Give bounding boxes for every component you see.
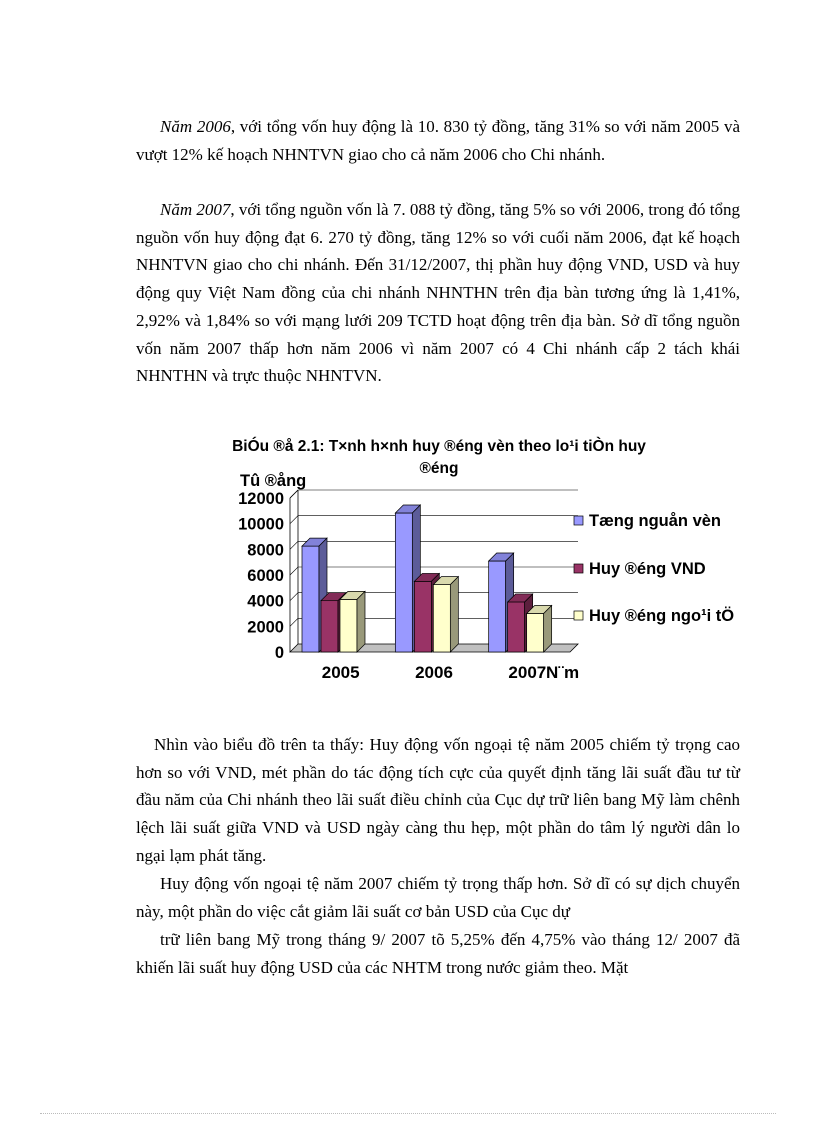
legend-label-2: Huy ®éng VND — [589, 560, 706, 578]
y-tick-label: 12000 — [238, 490, 284, 508]
bar-front — [527, 614, 544, 653]
chart-y-axis-label: Tû ®ång — [240, 472, 307, 490]
x-tick-label-2006: 2006 — [415, 663, 453, 682]
paragraph-continuation — [136, 926, 740, 981]
paragraph-analysis-text: Nhìn vào biểu đồ trên ta thấy: Huy động vốn ngoại tệ năm 2005 chiếm tỷ trọng cao hơn so với VND, mét phần do tác động tích cực của quyết định tăng lãi suất đầu tư từ đầu năm của Chi nhánh theo lãi suất điều chỉnh của Cục dự trữ liên bang Mỹ làm chênh lệch lãi suất giữa VND và USD ngày càng thu hẹp, một phần do tâm lý người dân lo ngại lạm phát tăng. — [136, 735, 740, 865]
y-tick-label: 4000 — [247, 592, 284, 611]
legend — [574, 512, 734, 625]
bar-2007-series-3 — [527, 606, 552, 653]
chart-x-axis-label: N¨m — [546, 663, 580, 682]
legend-swatch-3 — [574, 611, 583, 620]
paragraph-2007-text: , với tổng nguồn vốn là 7. 088 tỷ đồng, tăng 5% so với 2006, trong đó tổng nguồn vốn huy động đạt 6. 270 tỷ đồng, tăng 12% so với cuối năm 2006, đạt kế hoạch NHNTVN giao cho chi nhánh. Đến 31/12/2007, thị phần huy động VND, USD và huy động quy Việt Nam đồng của chi nhánh NHNTHN trên địa bàn tương ứng là 1,41%, 2,92% và 1,84% so với mạng lưới 209 TCTD hoạt động trên địa bàn. Sở dĩ tổng nguồn vốn năm 2007 thấp hơn năm 2006 vì năm 2007 có 4 Chi nhánh cấp 2 tách khái NHNTHN và trực thuộc NHNTVN. — [136, 200, 740, 386]
y-tick-label: 6000 — [247, 567, 284, 585]
bar-front — [395, 513, 412, 652]
paragraph-foreign-currency-text: Huy động vốn ngoại tệ năm 2007 chiếm tỷ trọng thấp hơn. Sở dĩ có sự dịch chuyển này, một phần do việc cắt giảm lãi suất cơ bản USD của Cục dự — [136, 874, 740, 921]
year-2007-label: Năm 2007 — [160, 200, 231, 219]
legend-swatch-2 — [574, 564, 583, 573]
gridline — [290, 490, 578, 498]
gridline — [290, 541, 578, 549]
legend-label-3: Huy ®éng ngo¹i tÖ — [589, 607, 735, 625]
bar-front — [489, 561, 506, 652]
x-tick-label-2007: 2007 — [508, 663, 547, 682]
bar-front — [321, 601, 338, 652]
bar-front — [508, 602, 525, 652]
legend-label-1: Tæng nguån vèn — [589, 512, 721, 530]
bar-front — [302, 546, 319, 652]
bar-2006-series-3 — [433, 577, 458, 652]
x-tick-label-2005: 2005 — [321, 663, 360, 682]
chart-title-line1: BiÓu ®å 2.1: T×nh h×nh huy ®éng vèn theo lo¹i tiÒn huy — [232, 438, 646, 455]
bar-front — [433, 585, 450, 652]
paragraph-2006-text: , với tổng vốn huy động là 10. 830 tỷ đồng, tăng 31% so với năm 2005 và vượt 12% kế hoạch NHNTVN giao cho cả năm 2006 cho Chi nhánh. — [136, 117, 741, 164]
y-tick-label: 8000 — [247, 541, 284, 560]
paragraph-2006 — [136, 113, 740, 168]
legend-swatch-1 — [574, 516, 583, 525]
bar-front — [340, 599, 357, 652]
y-tick-label: 2000 — [247, 618, 284, 637]
page-footer-divider — [40, 1113, 776, 1114]
year-2006-label: Năm 2006 — [160, 117, 231, 136]
bar-2005-series-3 — [340, 591, 365, 652]
bar-side — [544, 606, 552, 653]
paragraph-continuation-text: trữ liên bang Mỹ trong tháng 9/ 2007 tõ 5,25% đến 4,75% vào tháng 12/ 2007 đã khiến lãi suất huy động USD của các NHTM trong nước giảm theo. Mặt — [136, 930, 740, 977]
funding-bar-chart — [222, 430, 782, 690]
bar-side — [357, 591, 365, 652]
chart-title-line2: ®éng — [419, 460, 459, 477]
bar-front — [414, 581, 431, 652]
paragraph-analysis — [136, 731, 740, 870]
y-tick-label: 0 — [274, 644, 284, 662]
paragraph-foreign-currency — [136, 870, 740, 925]
bar-side — [450, 577, 458, 652]
y-tick-label: 10000 — [238, 515, 284, 534]
paragraph-2007 — [136, 196, 740, 390]
plot-area — [238, 490, 578, 682]
gridline — [290, 516, 578, 524]
